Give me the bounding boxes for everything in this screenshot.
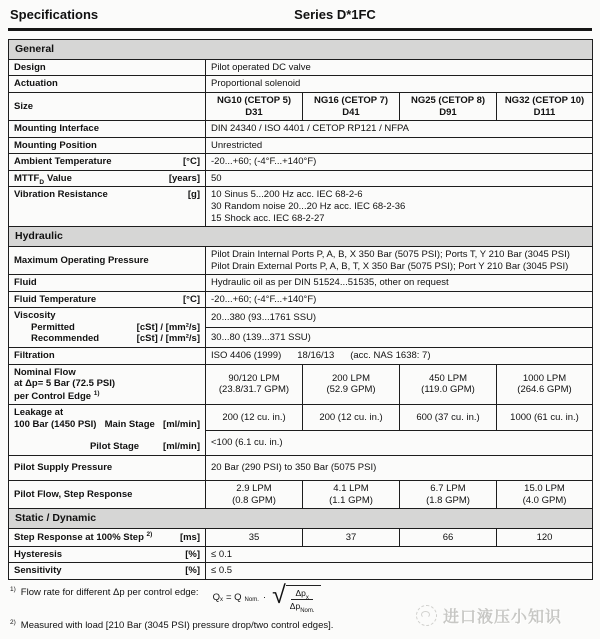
radical-sign: √ xyxy=(272,580,286,609)
pilot-flow-col xyxy=(497,481,593,509)
size-line2: D111 xyxy=(533,106,556,118)
footnote-2-marker: 2) xyxy=(10,618,16,626)
filtration-note: (acc. NAS 1638: 7) xyxy=(350,350,431,361)
row-value: Hydraulic oil as per DIN 51524...51535, other on request xyxy=(206,275,593,292)
section-title: Hydraulic xyxy=(9,227,593,247)
row-label xyxy=(9,187,206,227)
pilot-flow-col xyxy=(303,481,400,509)
label-line: Nominal Flow xyxy=(14,366,76,378)
section-header-general xyxy=(9,40,593,60)
label-text: Viscosity xyxy=(14,310,56,322)
row-label xyxy=(9,563,206,580)
section-title: Static / Dynamic xyxy=(9,509,593,529)
row-label: Actuation xyxy=(9,76,206,93)
row-value: 50 xyxy=(206,170,593,187)
size-line1: NG10 (CETOP 5) xyxy=(216,94,292,106)
spec-row-ambient-temperature xyxy=(9,154,593,171)
spec-row-pilot-flow xyxy=(9,481,593,509)
section-header-hydraulic xyxy=(9,227,593,247)
flow-gpm: (1.1 GPM) xyxy=(329,494,373,506)
size-col-ng32 xyxy=(497,92,593,120)
pilot-flow-col xyxy=(206,481,303,509)
spec-row-mounting-interface xyxy=(9,121,593,138)
mttf-base: MTTF xyxy=(14,172,40,184)
label-unit: [%] xyxy=(185,548,200,560)
row-label xyxy=(9,291,206,308)
permitted-unit: [cSt] / [mm²/s] xyxy=(136,321,200,333)
pilot-stage-label: Pilot Stage xyxy=(89,441,140,453)
formula-eq: = Q xyxy=(225,591,242,603)
label-line: at Δp= 5 Bar (72.5 PSI) xyxy=(14,378,116,390)
label-text: Fluid Temperature xyxy=(14,293,97,305)
specifications-table xyxy=(8,39,593,580)
spec-row-size xyxy=(9,92,593,120)
flow-lpm: 6.7 LPM xyxy=(430,483,466,495)
flow-lpm: 200 LPM xyxy=(331,372,371,384)
spec-row-sensitivity xyxy=(9,563,593,580)
watermark-text: 进口液压小知识 xyxy=(442,609,562,626)
row-label: Mounting Position xyxy=(9,137,206,154)
spec-row-nominal-flow xyxy=(9,364,593,405)
header-rule xyxy=(8,28,592,31)
row-label xyxy=(9,154,206,171)
recommended-label: Recommended xyxy=(31,333,100,345)
row-value: -20...+60; (-4°F...+140°F) xyxy=(206,154,593,171)
section-title: General xyxy=(9,40,593,60)
flow-gpm: (4.0 GPM) xyxy=(522,494,567,506)
label-text: per Control Edge xyxy=(14,390,92,402)
flow-lpm: 450 LPM xyxy=(428,372,468,384)
label-text xyxy=(14,531,152,544)
label-line: 100 Bar (1450 PSI) xyxy=(14,418,97,430)
flow-lpm: 15.0 LPM xyxy=(524,483,565,495)
row-label: Maximum Operating Pressure xyxy=(9,246,206,274)
step-response-col: 120 xyxy=(497,529,593,547)
filtration-standard: ISO 4406 (1999) xyxy=(211,350,282,361)
pressure-line: Pilot Drain Internal Ports P, A, B, X 350 Bar (5075 PSI); Ports T, Y 210 Bar (3045 PSI) xyxy=(211,248,570,260)
spec-row-pilot-supply xyxy=(9,456,593,481)
nominal-flow-col xyxy=(497,364,593,405)
row-value: ≤ 0.5 xyxy=(206,563,593,580)
page-header xyxy=(0,0,600,22)
formula-denominator: $\Delta p_{Nom.}$ xyxy=(289,600,315,614)
vibration-line: 30 Random noise 20...20 Hz acc. IEC 68-2-36 xyxy=(211,201,406,212)
size-col-ng16 xyxy=(303,92,400,120)
label-unit: [g] xyxy=(187,189,200,201)
spec-row-fluid-temperature xyxy=(9,291,593,308)
nominal-flow-col xyxy=(206,364,303,405)
spec-row-fluid xyxy=(9,275,593,292)
leakage-main-col: 200 (12 cu. in.) xyxy=(303,405,400,430)
spec-row-hysteresis xyxy=(9,546,593,563)
label-main: Step Response at 100% Step xyxy=(14,532,144,543)
formula-dot: · xyxy=(262,591,267,603)
mttf-subscript: D xyxy=(39,178,45,186)
mttf-rest: Value xyxy=(47,172,72,184)
main-stage-label: Main Stage xyxy=(104,418,155,430)
label-text: Vibration Resistance xyxy=(14,189,108,201)
size-line2: D41 xyxy=(342,106,360,118)
flow-lpm: 90/120 LPM xyxy=(228,372,280,384)
row-value: 20 Bar (290 PSI) to 350 Bar (5075 PSI) xyxy=(206,456,593,481)
size-line1: NG16 (CETOP 7) xyxy=(313,94,389,106)
row-value xyxy=(206,348,593,365)
recommended-unit: [cSt] / [mm²/s] xyxy=(136,333,200,345)
flow-gpm: (52.9 GPM) xyxy=(326,384,376,396)
row-value: Proportional solenoid xyxy=(206,76,593,93)
label-line xyxy=(14,390,200,403)
size-line1: NG25 (CETOP 8) xyxy=(410,94,486,106)
flow-formula xyxy=(212,580,321,614)
row-label: Design xyxy=(9,59,206,76)
footnote-1-text: Flow rate for different Δp per control edge: xyxy=(20,586,199,598)
flow-lpm: 2.9 LPM xyxy=(236,483,272,495)
footnote-marker-1: 1) xyxy=(93,389,100,397)
row-value: DIN 24340 / ISO 4401 / CETOP RP121 / NFPA xyxy=(206,121,593,138)
spec-row-design xyxy=(9,59,593,76)
label-text: Sensitivity xyxy=(14,565,62,577)
leakage-pilot-value: <100 (6.1 cu. in.) xyxy=(206,430,593,455)
spec-row-mttf xyxy=(9,170,593,187)
main-stage-unit: [ml/min] xyxy=(163,418,200,430)
vibration-line: 15 Shock acc. IEC 68-2-27 xyxy=(211,212,325,224)
spec-row-viscosity-permitted xyxy=(9,308,593,328)
spec-row-mounting-position xyxy=(9,137,593,154)
step-response-col: 66 xyxy=(400,529,497,547)
nominal-flow-col xyxy=(400,364,497,405)
step-response-col: 35 xyxy=(206,529,303,547)
filtration-class: 18/16/13 xyxy=(297,350,335,361)
vibration-line: 10 Sinus 5...200 Hz acc. IEC 68-2-6 xyxy=(211,189,363,201)
row-label: Mounting Interface xyxy=(9,121,206,138)
row-value: Pilot operated DC valve xyxy=(206,59,593,76)
row-value xyxy=(206,187,593,227)
spec-row-leakage-main xyxy=(9,405,593,430)
footnote-marker-2: 2) xyxy=(146,531,153,538)
recommended-value: 30...80 (139...371 SSU) xyxy=(206,328,593,348)
label-text: Ambient Temperature xyxy=(14,156,112,168)
formula-sqrt xyxy=(272,580,320,614)
spec-row-step-response xyxy=(9,529,593,547)
row-label xyxy=(9,546,206,563)
footnote-1-marker: 1) xyxy=(10,585,16,593)
row-value xyxy=(206,246,593,274)
row-label: Pilot Supply Pressure xyxy=(9,456,206,481)
row-value: Unrestricted xyxy=(206,137,593,154)
formula-q-sub: x xyxy=(219,597,223,604)
row-label: Fluid xyxy=(9,275,206,292)
watermark-logo-icon xyxy=(416,605,437,626)
spec-row-max-pressure xyxy=(9,246,593,274)
viscosity-label xyxy=(9,308,206,348)
formula-q: Q xyxy=(212,591,220,603)
flow-gpm: (264.6 GPM) xyxy=(517,384,572,396)
size-col-ng10 xyxy=(206,92,303,120)
label-unit: [%] xyxy=(185,565,200,577)
leakage-main-col: 600 (37 cu. in.) xyxy=(400,405,497,430)
flow-gpm: (119.0 GPM) xyxy=(421,384,475,396)
step-response-col: 37 xyxy=(303,529,400,547)
footnote-2-text: Measured with load [210 Bar (3045 PSI) pressure drop/two control edges]. xyxy=(20,619,334,631)
pressure-line: Pilot Drain External Ports P, A, B, T, X 350 Bar (5075 PSI); Port Y 210 Bar (3045 PSI) xyxy=(211,260,569,272)
label-unit: [years] xyxy=(168,172,200,184)
spec-row-filtration xyxy=(9,348,593,365)
row-label xyxy=(9,364,206,405)
spec-row-vibration xyxy=(9,187,593,227)
flow-gpm: (0.8 GPM) xyxy=(232,494,276,506)
label-line: Leakage at xyxy=(14,407,64,419)
row-value: ≤ 0.1 xyxy=(206,546,593,563)
row-label xyxy=(9,529,206,547)
flow-lpm: 1000 LPM xyxy=(522,372,567,384)
permitted-label: Permitted xyxy=(31,321,75,333)
label-text xyxy=(14,173,72,185)
leakage-main-col: 1000 (61 cu. in.) xyxy=(497,405,593,430)
label-unit: [ms] xyxy=(179,532,200,543)
section-header-static-dynamic xyxy=(9,509,593,529)
size-line2: D31 xyxy=(245,106,263,118)
size-line1: NG32 (CETOP 10) xyxy=(504,94,585,106)
pilot-flow-col xyxy=(400,481,497,509)
series-title: Series D*1FC xyxy=(294,7,376,22)
formula-qnom-sub: Nom. xyxy=(244,597,259,604)
size-col-ng25 xyxy=(400,92,497,120)
size-line2: D91 xyxy=(439,106,457,118)
pilot-stage-unit: [ml/min] xyxy=(163,441,200,453)
row-label: Filtration xyxy=(9,348,206,365)
row-label: Pilot Flow, Step Response xyxy=(9,481,206,509)
flow-gpm: (1.8 GPM) xyxy=(426,494,470,506)
flow-lpm: 4.1 LPM xyxy=(333,483,369,495)
flow-gpm: (23.8/31.7 GPM) xyxy=(218,384,290,396)
spec-row-actuation xyxy=(9,76,593,93)
row-label xyxy=(9,170,206,187)
row-label: Size xyxy=(9,92,206,120)
formula-numerator: $\Delta p_x$ xyxy=(291,588,312,600)
nominal-flow-col xyxy=(303,364,400,405)
label-unit: [°C] xyxy=(183,156,200,168)
watermark xyxy=(416,604,562,627)
row-value: -20...+60; (-4°F...+140°F) xyxy=(206,291,593,308)
page-title: Specifications xyxy=(10,7,99,22)
label-unit: [°C] xyxy=(183,293,200,305)
leakage-main-col: 200 (12 cu. in.) xyxy=(206,405,303,430)
permitted-value: 20...380 (93...1761 SSU) xyxy=(206,308,593,328)
leakage-label xyxy=(9,405,206,456)
label-text: Hysteresis xyxy=(14,548,63,560)
